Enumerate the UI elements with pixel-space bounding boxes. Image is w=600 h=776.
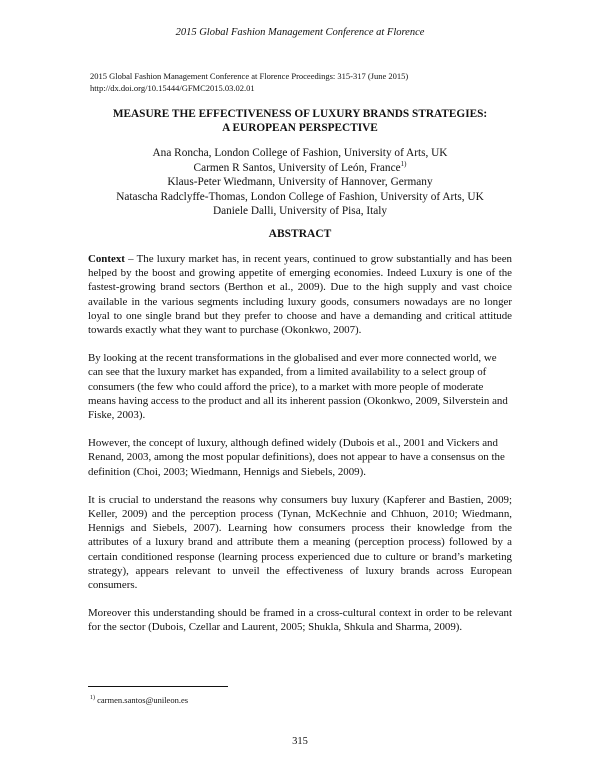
author-footnote-mark: 1) — [400, 159, 407, 168]
context-label: Context — [88, 253, 125, 265]
abstract-paragraph-1-text: – The luxury market has, in recent years, continued to grow substantially and has been helped by the boost and growing appetite of emerging economies. Indeed Luxury is one of the fastest-growing brand sectors (Berthon et al., 2009). Due to the high supply and vast choice available in the various segments including luxury goods, consumers nowadays are no longer loyal to one single brand but they prefer to choose and have a demanding and critical attitude towards exactly what they want to purchase (Okonkwo, 2007). — [88, 253, 512, 337]
abstract-paragraph-3: However, the concept of luxury, although defined widely (Dubois et al., 2001 and Vickers and Renand, 2003, among the most popular definitions), does not appear to have a consensus on the definition (Choi, 2003; Wiedmann, Hennigs and Siebels, 2009). — [88, 437, 505, 478]
abstract-paragraph-5: Moreover this understanding should be framed in a cross-cultural context in order to be relevant for the sector (Dubois, Czellar and Laurent, 2005; Shukla, Shkula and Sharma, 2009). — [88, 607, 512, 634]
paper-title — [90, 107, 510, 135]
abstract-heading: ABSTRACT — [268, 228, 332, 240]
footnote-divider — [88, 686, 228, 687]
paper-title-line-1: MEASURE THE EFFECTIVENESS OF LUXURY BRANDS STRATEGIES: — [112, 108, 488, 120]
abstract-body — [88, 252, 512, 649]
running-header: 2015 Global Fashion Management Conference at Florence — [175, 27, 425, 38]
footnote-email: carmen.santos@unileon.es — [97, 695, 189, 705]
footnote-mark: 1) — [90, 695, 95, 702]
page-number: 315 — [292, 736, 308, 747]
citation-doi: http://dx.doi.org/10.15444/GFMC2015.03.02.01 — [90, 83, 255, 93]
paper-title-line-2: A EUROPEAN PERSPECTIVE — [222, 122, 378, 134]
author-3: Klaus-Peter Wiedmann, University of Hannover, Germany — [167, 176, 433, 188]
author-list — [90, 146, 510, 219]
abstract-paragraph-4: It is crucial to understand the reasons why consumers buy luxury (Kapferer and Bastien, 2009; Keller, 2009) and the perception process (Tynan, McKechnie and Chhuon, 2010; Wiedmann, Hennigs and Siebels, 2007). Learning how consumers process their knowledge from the attributes of a luxury brand and attribute them a meaning (perception process) followed by a certain conditioned response (learning process experienced due to culture or brand’s marketing strategy), appears relevant to unveil the effectiveness of luxury brands across European consumers. — [88, 493, 512, 592]
abstract-paragraph-2: By looking at the recent transformations in the globalised and ever more connected world, we can see that the luxury market has expanded, from a limited availability to a select group of consumers (the few who could afford the price), to a market with more people of moderate means having access to the product and all its inherent passion (Okonkwo, 2009, Silverstein and Fiske, 2003). — [88, 352, 508, 422]
author-5: Daniele Dalli, University of Pisa, Italy — [212, 205, 388, 217]
abstract-paragraph-1 — [88, 252, 512, 337]
author-4: Natascha Radclyffe-Thomas, London College of Fashion, University of Arts, UK — [116, 190, 484, 203]
citation-proceedings: 2015 Global Fashion Management Conference at Florence Proceedings: 315-317 (June 2015) — [90, 71, 409, 81]
citation-block — [90, 70, 408, 94]
author-2-text: Carmen R Santos, University of León, France — [193, 161, 401, 174]
footnote — [90, 695, 188, 705]
author-1: Ana Roncha, London College of Fashion, University of Arts, UK — [152, 147, 448, 159]
author-2 — [90, 161, 510, 176]
